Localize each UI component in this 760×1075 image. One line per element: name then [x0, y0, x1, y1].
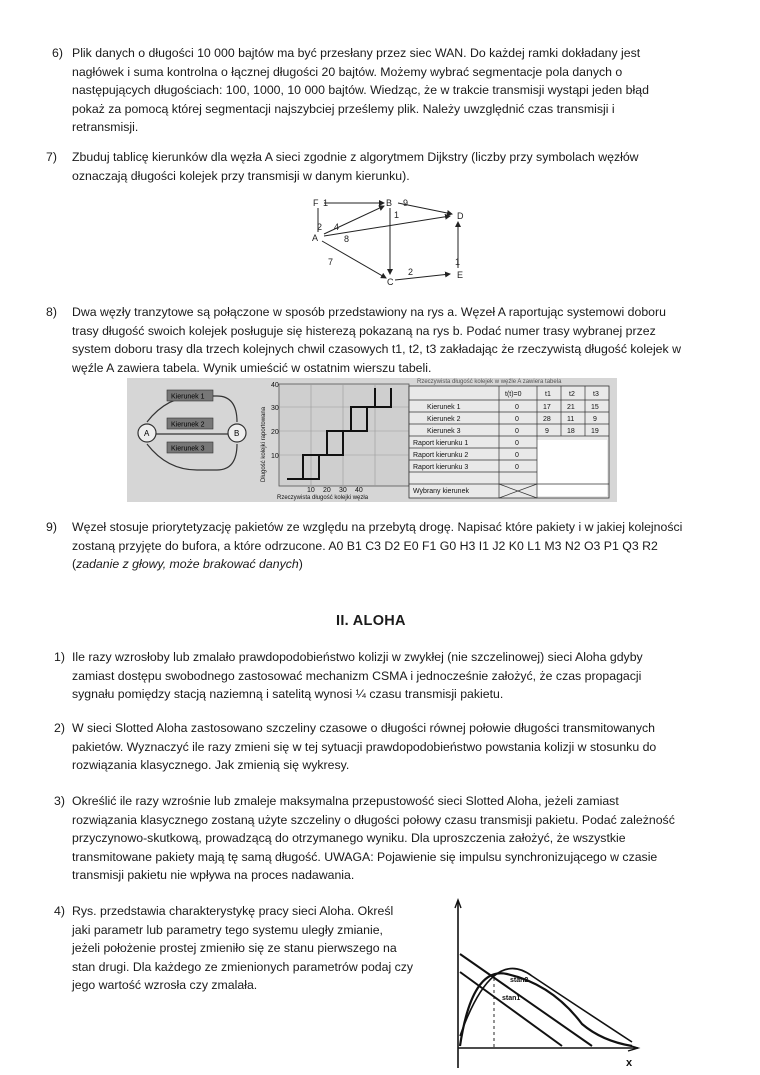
question-7-text: Zbuduj tablicę kierunków dla węzła A sieci zgodnie z algorytmem Dijkstry (liczby przy symbolach węzłów oznaczają długości kolejek przy transmisji w danym kierunku). — [72, 150, 639, 183]
table-cell: 19 — [591, 428, 599, 435]
node-B: B — [386, 198, 393, 208]
table-row-label: Kierunek 3 — [427, 428, 461, 435]
table-header-t0: t(t)=0 — [505, 391, 522, 398]
question-9-note: zadanie z głowy, może brakować danych — [76, 557, 299, 572]
weight-fb: 1 — [323, 198, 329, 208]
table-header-t3: t3 — [593, 391, 599, 398]
aloha-question-1-text: Ile razy wzrosłoby lub zmalało prawdopodobieństwo kolizji w zwykłej (nie szczelinowej) sieci Aloha gdyby zamiast dostępu swobodnego zastosować mechanizm CSMA i jednocześnie założyć, że czas propagacji sygnału pomiędzy stacją naziemną i satelitą wynosi ¼ czasu transmisji pakietu. — [72, 650, 643, 702]
route-label-3: Kierunek 3 — [171, 445, 205, 453]
ytick-40: 40 — [271, 382, 279, 389]
node-A: A — [312, 233, 319, 243]
table-cell: 28 — [543, 416, 551, 423]
route-label-1: Kierunek 1 — [171, 393, 205, 401]
table-cell: 15 — [591, 404, 599, 411]
question-8-text: Dwa węzły tranzytowe są połączone w sposób przedstawiony na rys a. Węzeł A raportując systemowi doboru trasy długość swoich kolejek posługuje się histerezą pokazaną na rys b. Podać numer trasy wybranej przez system doboru trasy dla trzech kolejnych chwil czasowych t1, t2, t3 zakładając że rzeczywistą długość kolejek w węźle A zawiera tabela. Wynik umieścić w ostatnim wierszu tabeli. — [72, 305, 681, 375]
table-header-t2: t2 — [569, 391, 575, 398]
question-6-text: Plik danych o długości 10 000 bajtów ma być przesłany przez siec WAN. Do każdej ramki dokładany jest nagłówek i suma kontrolna o łącznej długości 20 bajtów. Możemy wybrać segmentacje pola danych o następujących długościach: 100, 1000, 10 000 bajtów. Wiedząc, że w trakcie transmisji wystąpi jeden błąd pokaż za pomocą której segmentacji najszybciej prześlemy plik. Należy uwzględnić czas transmisji i retransmisji. — [72, 46, 649, 135]
node-C: C — [387, 277, 394, 286]
table-cell: 21 — [567, 404, 575, 411]
hysteresis-xlabel: Rzeczywista długość kolejki węzła — [277, 495, 369, 501]
aloha-characteristic-chart — [432, 896, 644, 1074]
weight-fa: 2 — [317, 222, 323, 232]
aloha-question-2-text: W sieci Slotted Aloha zastosowano szczeliny czasowe o długości równej połowie długości transmitowanych pakietów. Wyznaczyć ile razy zmieni się w tej sytuacji prawdopodobieństwo powstania kolizji w stosunku do rozwiązania klasycznego. Jak zmienią się wykresy. — [72, 721, 657, 773]
aloha-question-2-number: 2) — [54, 721, 65, 735]
node-A-label: A — [144, 429, 150, 438]
table-cell: 0 — [515, 464, 519, 471]
caption-strip: Rzeczywista długość kolejek w węźle A zawiera tabela — [417, 379, 562, 385]
table-cell: 0 — [515, 428, 519, 435]
table-row-label: Kierunek 2 — [427, 416, 461, 423]
table-row-label: Raport kierunku 1 — [413, 440, 469, 447]
xtick-20: 20 — [323, 487, 331, 494]
question-9-text — [72, 518, 687, 574]
node-F: F — [313, 198, 319, 208]
aloha-question-3-text: Określić ile razy wzrośnie lub zmaleje maksymalna przepustowość sieci Slotted Aloha, jeżeli zamiast rozwiązania klasycznego zostaną użyte szczeliny o długości połowy czasu transmisji pakietu. Podać zależność przyczynowo-skutkową, prowadzącą do otrzymanego wyniku. Dla uproszczenia założyć, że wszystkie transmitowane pakiety mają tę samą długość. UWAGA: Pojawienie się impulsu synchronizującego w czasie transmisji pakietu nie wpływa na proces nadawania. — [72, 794, 675, 883]
question-8-number: 8) — [46, 305, 57, 319]
table-cell: 9 — [593, 416, 597, 423]
x-axis-label: x — [626, 1057, 633, 1069]
aloha-question-4-number: 4) — [54, 904, 65, 918]
table-cell: 11 — [567, 416, 575, 423]
question-9-number: 9) — [46, 520, 57, 534]
weight-ce: 2 — [408, 267, 414, 277]
aloha-question-1-number: 1) — [54, 650, 65, 664]
stan1-label: stan1 — [502, 995, 521, 1002]
table-cell: 0 — [515, 440, 519, 447]
hysteresis-chart — [261, 382, 409, 501]
weight-ac: 7 — [328, 257, 334, 267]
question-9-body: Węzeł stosuje priorytetyzację pakietów ze względu na przebytą drogę. Napisać które pakiety i w jakiej kolejności zostaną przyjęte do bufora, a które odrzucone. A0 B1 C3 D2 E0 F1 G0 H3 I1 J2 K0 L1 M3 N2 O3 P1 Q3 R2 ( — [72, 520, 683, 572]
table-cell: 18 — [567, 428, 575, 435]
xtick-40: 40 — [355, 487, 363, 494]
ytick-10: 10 — [271, 453, 279, 460]
node-E: E — [457, 270, 464, 280]
hysteresis-ylabel: Długość kolejki raportowana — [261, 406, 267, 482]
node-B-label: B — [234, 429, 240, 438]
weight-b: 9 — [403, 198, 409, 208]
table-cell: 0 — [515, 404, 519, 411]
stan2-label: stan2 — [510, 977, 529, 984]
table-cell: 17 — [543, 404, 551, 411]
ytick-30: 30 — [271, 405, 279, 412]
section-heading-aloha: II. ALOHA — [336, 613, 406, 629]
table-row-label: Kierunek 1 — [427, 404, 461, 411]
question-6-number: 6) — [52, 46, 63, 60]
table-row-label: Wybrany kierunek — [413, 488, 469, 495]
weight-a4: 4 — [334, 222, 340, 232]
route-label-2: Kierunek 2 — [171, 421, 205, 429]
table-row-label: Raport kierunku 2 — [413, 452, 469, 459]
ytick-20: 20 — [271, 429, 279, 436]
dijkstra-graph — [300, 194, 480, 286]
weight-ad: 8 — [344, 234, 350, 244]
table-header-t1: t1 — [545, 391, 551, 398]
table-cell: 9 — [545, 428, 549, 435]
table-cell: 0 — [515, 452, 519, 459]
node-D: D — [457, 211, 464, 221]
weight-ed: 1 — [455, 257, 461, 267]
table-row-label: Raport kierunku 3 — [413, 464, 469, 471]
aloha-question-4-text: Rys. przedstawia charakterystykę pracy sieci Aloha. Określ jaki parametr lub parametry tego systemu uległy zmianie, jeżeli położenie prostej zmieniło się ze stanu pierwszego na stan drugi. Dla każdego ze zmienionych parametrów podaj czy jego wartość wzrosła czy zmalała. — [72, 904, 414, 993]
weight-bc: 1 — [394, 210, 400, 220]
question-7-number: 7) — [46, 150, 57, 164]
figure-8-photo — [127, 378, 617, 502]
aloha-question-3-number: 3) — [54, 794, 65, 808]
xtick-10: 10 — [307, 487, 315, 494]
xtick-30: 30 — [339, 487, 347, 494]
table-cell: 0 — [515, 416, 519, 423]
question-9-close: ) — [298, 557, 303, 572]
queue-table — [409, 386, 609, 498]
